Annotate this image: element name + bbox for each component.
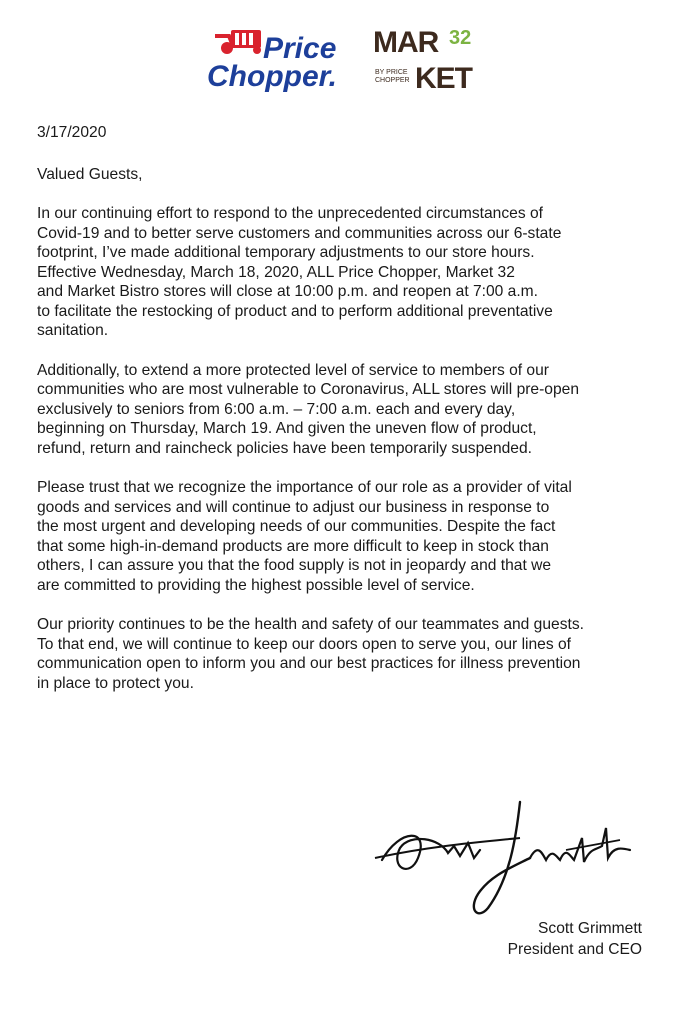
header-logos — [205, 24, 490, 96]
signoff-block — [508, 918, 642, 960]
logo-word-mar: MAR — [373, 26, 439, 59]
letter-paragraph — [37, 615, 647, 693]
paragraph-line: In our continuing effort to respond to the unprecedented circumstances of — [37, 205, 543, 222]
paragraph-line: Effective Wednesday, March 18, 2020, ALL Price Chopper, Market 32 — [37, 263, 515, 281]
cart-icon — [215, 30, 261, 54]
paragraph-line: communities who are most vulnerable to Coronavirus, ALL stores will pre-open — [37, 381, 579, 398]
paragraph-line: communication open to inform you and our best practices for illness prevention — [37, 655, 581, 672]
logo-word-chopper: Chopper. — [207, 60, 338, 92]
paragraph-line: in place to protect you. — [37, 674, 194, 692]
paragraph-line: Covid-19 and to better serve customers and communities across our 6-state — [37, 224, 562, 242]
paragraph-line: Please trust that we recognize the importance of our role as a provider of vital — [37, 479, 572, 496]
paragraph-line: To that end, we will continue to keep our doors open to serve you, our lines of — [37, 635, 571, 653]
logo-word-price: Price — [263, 32, 337, 65]
paragraph-line: beginning on Thursday, March 19. And given the uneven flow of product, — [37, 420, 537, 437]
paragraph-line: sanitation. — [37, 322, 109, 339]
paragraph-line: goods and services and will continue to adjust our business in response to — [37, 498, 550, 516]
letter-paragraphs — [37, 204, 647, 693]
letter-greeting: Valued Guests, — [37, 165, 143, 183]
paragraph-line: Additionally, to extend a more protected level of service to members of our — [37, 361, 549, 379]
logo-word-ket: KET — [415, 62, 472, 94]
paragraph-line: footprint, I’ve made additional temporary adjustments to our store hours. — [37, 244, 535, 261]
paragraph-line: exclusively to seniors from 6:00 a.m. – 7:00 a.m. each and every day, — [37, 400, 516, 418]
paragraph-line: are committed to providing the highest possible level of service. — [37, 576, 475, 594]
letter-body — [37, 123, 647, 713]
paragraph-line: refund, return and raincheck policies have been temporarily suspended. — [37, 439, 532, 457]
letter-paragraph — [37, 361, 647, 459]
signoff-name: Scott Grimmett — [538, 920, 642, 937]
signoff-title: President and CEO — [507, 941, 642, 958]
signature-image — [370, 798, 640, 920]
letter-paragraph — [37, 204, 647, 341]
logo-number-32: 32 — [449, 27, 472, 49]
paragraph-line: Our priority continues to be the health and safety of our teammates and guests. — [37, 616, 584, 633]
paragraph-line: the most urgent and developing needs of our communities. Despite the fact — [37, 518, 556, 535]
logo-tagline-1: BY PRICE — [375, 69, 408, 76]
price-chopper-logo — [205, 24, 353, 92]
market-32-logo — [373, 24, 478, 94]
letter-paragraph — [37, 478, 647, 595]
logo-tagline-2: CHOPPER — [375, 77, 410, 84]
letter-date: 3/17/2020 — [37, 124, 107, 141]
paragraph-line: to facilitate the restocking of product and to perform additional preventative — [37, 302, 553, 320]
paragraph-line: that some high-in-demand products are more difficult to keep in stock than — [37, 537, 549, 555]
paragraph-line: others, I can assure you that the food supply is not in jeopardy and that we — [37, 557, 552, 574]
paragraph-line: and Market Bistro stores will close at 10:00 p.m. and reopen at 7:00 a.m. — [37, 283, 538, 300]
